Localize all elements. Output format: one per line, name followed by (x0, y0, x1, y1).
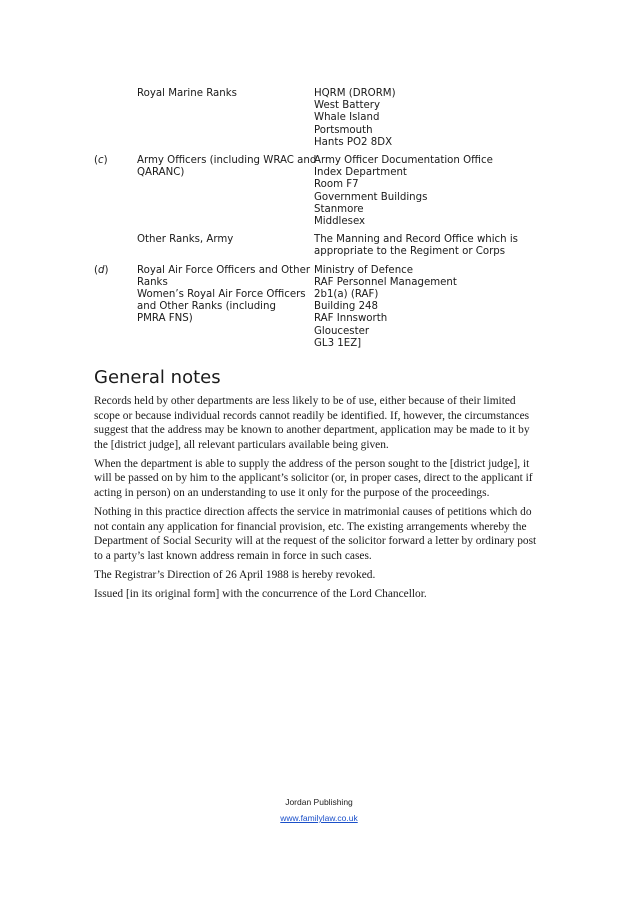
address-line: Index Department (314, 167, 407, 179)
address-line: Portsmouth (314, 124, 373, 136)
address-line: The Manning and Record Office which is (314, 234, 518, 246)
rank-cell (137, 155, 317, 228)
address-cell (314, 88, 544, 149)
address-line: Ministry of Defence (314, 264, 414, 276)
paragraph (94, 587, 550, 602)
general-notes (94, 394, 550, 606)
text-line: The Registrar’s Direction of 26 April 1988 is hereby revoked. (94, 569, 376, 582)
text-line: to a party’s last known address remain in force in such cases. (94, 549, 372, 562)
address-line: RAF Personnel Management (314, 276, 457, 288)
address-line: GL3 1EZ] (314, 337, 362, 349)
rank-cell (137, 88, 314, 149)
rank-line: Royal Marine Ranks (137, 88, 237, 99)
address-cell (314, 234, 544, 258)
footer-publisher: Jordan Publishing (285, 797, 353, 807)
address-line: Middlesex (314, 216, 366, 228)
address-line: HQRM (DRORM) (314, 88, 396, 99)
text-line: will be passed on by him to the applicant’s solicitor (or, in proper cases, direct to the applicant if (94, 472, 533, 485)
address-cell (314, 155, 544, 228)
rank-line: Other Ranks, Army (137, 234, 234, 246)
rank-cell (137, 234, 314, 258)
row-letter: (c) (94, 155, 108, 167)
section-heading: General notes (94, 367, 221, 388)
address-row (94, 265, 564, 350)
address-line: Government Buildings (314, 191, 428, 203)
address-line: Room F7 (314, 179, 359, 191)
address-line: Whale Island (314, 112, 380, 124)
paragraph (94, 568, 550, 583)
row-letter-text: d (97, 264, 105, 276)
address-table (94, 88, 564, 356)
text-line: Issued [in its original form] with the concurrence of the Lord Chancellor. (94, 588, 427, 601)
address-row (94, 88, 564, 149)
rank-line: and Other Ranks (including (137, 301, 276, 313)
rank-line: Ranks (137, 276, 168, 288)
text-line: When the department is able to supply the address of the person sought to the [district judge], it (94, 457, 530, 470)
address-line: Army Officer Documentation Office (314, 155, 493, 167)
paragraph (94, 505, 550, 563)
text-line: Records held by other departments are less likely to be of use, either because of their limited (94, 395, 516, 407)
rank-line: PMRA FNS) (137, 313, 193, 325)
row-letter (94, 234, 137, 258)
rank-line: Army Officers (including WRAC and (137, 155, 317, 167)
address-cell (314, 265, 544, 350)
rank-line: QARANC) (137, 167, 185, 179)
address-line: West Battery (314, 100, 380, 112)
text-line: scope or because individual records cannot readily be identified. If, however, the circumstances (94, 409, 530, 422)
text-line: acting in person) on an understanding to use it only for the purpose of the proceedings. (94, 487, 490, 500)
rank-line: Women’s Royal Air Force Officers (137, 289, 306, 301)
text-line: the [district judge], all relevant particulars available being given. (94, 438, 389, 451)
footer-link[interactable]: www.familylaw.co.uk (280, 813, 358, 823)
address-line: 2b1(a) (RAF) (314, 289, 379, 301)
address-line: Building 248 (314, 301, 379, 313)
text-line: Nothing in this practice direction affects the service in matrimonial causes of petitions which do (94, 506, 532, 519)
address-line: Hants PO2 8DX (314, 136, 393, 148)
address-row (94, 155, 564, 228)
paragraph (94, 394, 550, 452)
address-line: RAF Innsworth (314, 313, 388, 325)
address-row (94, 234, 564, 258)
paragraph (94, 457, 550, 501)
row-letter-text: c (97, 155, 104, 167)
address-line: Stanmore (314, 203, 364, 215)
text-line: Department of Social Security will at the request of the solicitor forward a letter by ordinary post (94, 535, 537, 548)
text-line: suggest that the address may be known to another department, application may be made to it by (94, 424, 530, 437)
address-line: Gloucester (314, 325, 370, 337)
text-line: not contain any application for financial provision, etc. The existing arrangements whereby the (94, 520, 527, 533)
rank-cell (137, 265, 314, 350)
rank-line: Royal Air Force Officers and Other (137, 264, 311, 276)
row-letter: (d) (94, 264, 109, 276)
address-line: appropriate to the Regiment or Corps (314, 246, 506, 258)
row-letter (94, 88, 137, 149)
